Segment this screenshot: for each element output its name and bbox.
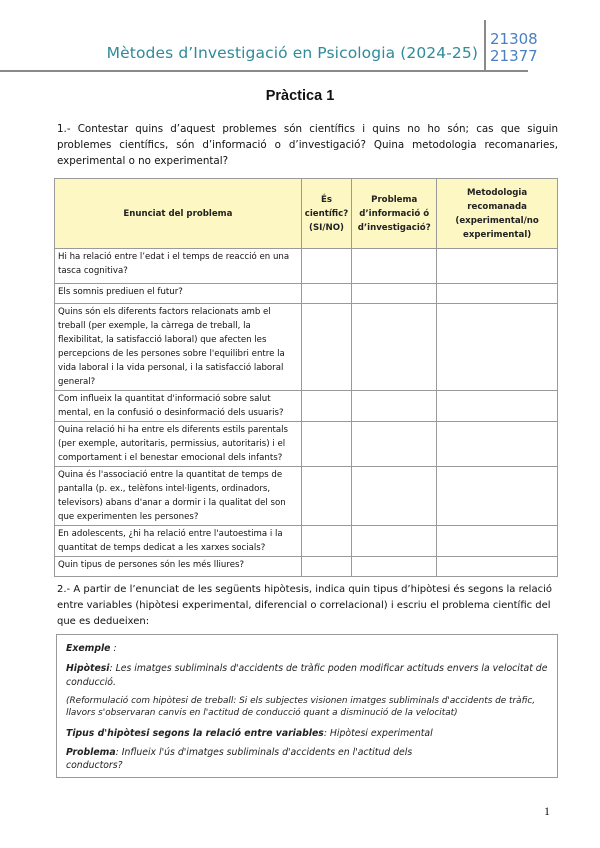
answer-cell[interactable] [301,467,351,526]
answer-cell[interactable] [301,249,351,284]
table-row [55,249,558,284]
table-row [55,391,558,422]
answer-cell[interactable] [437,557,558,577]
answer-cell[interactable] [437,304,558,391]
problem-statement: Els somnis prediuen el futur? [55,284,302,304]
header-divider [0,70,528,72]
table-row [55,284,558,304]
column-header: Enunciat del problema [55,179,302,249]
type-text: : Hipòtesi experimental [323,728,433,739]
course-code: 21377 [490,47,538,65]
example-reformulation: (Reformulació com hipòtesi de treball: Si els subjectes visionen imatges subliminals d'accidents de tràfic, llavors s'observaran canvis en l'actitud de conducció quant a disminució de la velocitat) [66,696,536,718]
example-type [66,727,553,741]
answer-cell[interactable] [437,391,558,422]
table-header-row [55,179,558,249]
answer-cell[interactable] [301,526,351,557]
answer-cell[interactable] [301,391,351,422]
answer-cell[interactable] [352,557,437,577]
problem-statement: Quins són els diferents factors relacionats amb el treball (per exemple, la càrrega de treball, la flexibilitat, la satisfacció laboral) que afecten les percepcions de les persones sobre l'equilibri entre la vida laboral i la vida personal, i la satisfacció laboral general? [55,304,302,391]
course-code: 21308 [490,30,538,48]
example-label: Exemple [66,643,111,654]
problem-statement: Quina relació hi ha entre els diferents estils parentals (per exemple, autoritaris, permissius, autoritaris) i el comportament i el benestar emocional dels infants? [55,422,302,467]
answer-cell[interactable] [352,391,437,422]
problems-table [54,178,558,577]
example-problem [66,746,467,772]
answer-cell[interactable] [301,284,351,304]
answer-cell[interactable] [352,467,437,526]
answer-cell[interactable] [352,249,437,284]
problem-statement: Com influeix la quantitat d'informació sobre salut mental, en la confusió o desinformació dels usuaris? [55,391,302,422]
answer-cell[interactable] [437,526,558,557]
header-vertical-divider [484,20,486,71]
problem-label: Problema [66,747,116,758]
answer-cell[interactable] [437,422,558,467]
answer-cell[interactable] [352,304,437,391]
table-row [55,557,558,577]
example-box [56,634,558,778]
answer-cell[interactable] [437,284,558,304]
column-header: És científic? (SI/NO) [301,179,351,249]
table-row [55,526,558,557]
problem-statement: Quin tipus de persones són les més lliures? [55,557,302,577]
hypothesis-text: : Les imatges subliminals d'accidents de tràfic poden modificar actituds envers la velocitat de conducció. [66,663,548,688]
answer-cell[interactable] [352,422,437,467]
question-2: 2.- A partir de l’enunciat de les següents hipòtesis, indica quin tipus d’hipòtesi és segons la relació entre variables (hipòtesi experimental, diferencial o correlacional) i escriu el problema científic del que es dedueixen: [57,584,552,627]
column-header: Problema d’informació ó d’investigació? [352,179,437,249]
hypothesis-label: Hipòtesi [66,663,110,674]
problem-statement: Hi ha relació entre l’edat i el temps de reacció en una tasca cognitiva? [55,249,302,284]
course-title: Mètodes d’Investigació en Psicologia (2024-25) [106,44,478,62]
example-hypothesis [66,662,553,690]
answer-cell[interactable] [301,557,351,577]
answer-cell[interactable] [301,422,351,467]
example-heading: Exemple : [66,643,117,654]
page-title: Pràctica 1 [265,88,335,104]
problem-statement: En adolescents, ¿hi ha relació entre l'autoestima i la quantitat de temps dedicat a les xarxes socials? [55,526,302,557]
answer-cell[interactable] [437,249,558,284]
answer-cell[interactable] [352,284,437,304]
problem-text: : Influeix l'ús d'imatges subliminals d'accidents en l'actitud dels conductors? [66,747,413,771]
table-row [55,467,558,526]
answer-cell[interactable] [352,526,437,557]
type-label: Tipus d'hipòtesi segons la relació entre variables [66,728,324,739]
column-header: Metodologia recomanada (experimental/no experimental) [437,179,558,249]
question-1: 1.- Contestar quins d’aquest problemes són científics i quins no ho són; cas que siguin problemes científics, són d’informació o d’investigació? Quina metodologia recomanaries, experimental o no experimental? [57,123,558,167]
table-row [55,422,558,467]
answer-cell[interactable] [437,467,558,526]
answer-cell[interactable] [301,304,351,391]
page-number: 1 [544,804,550,818]
problem-statement: Quina és l'associació entre la quantitat de temps de pantalla (p. ex., telèfons intel·ligents, ordinadors, televisors) abans d'anar a dormir i la qualitat del son que experimenten les persones? [55,467,302,526]
table-row [55,304,558,391]
